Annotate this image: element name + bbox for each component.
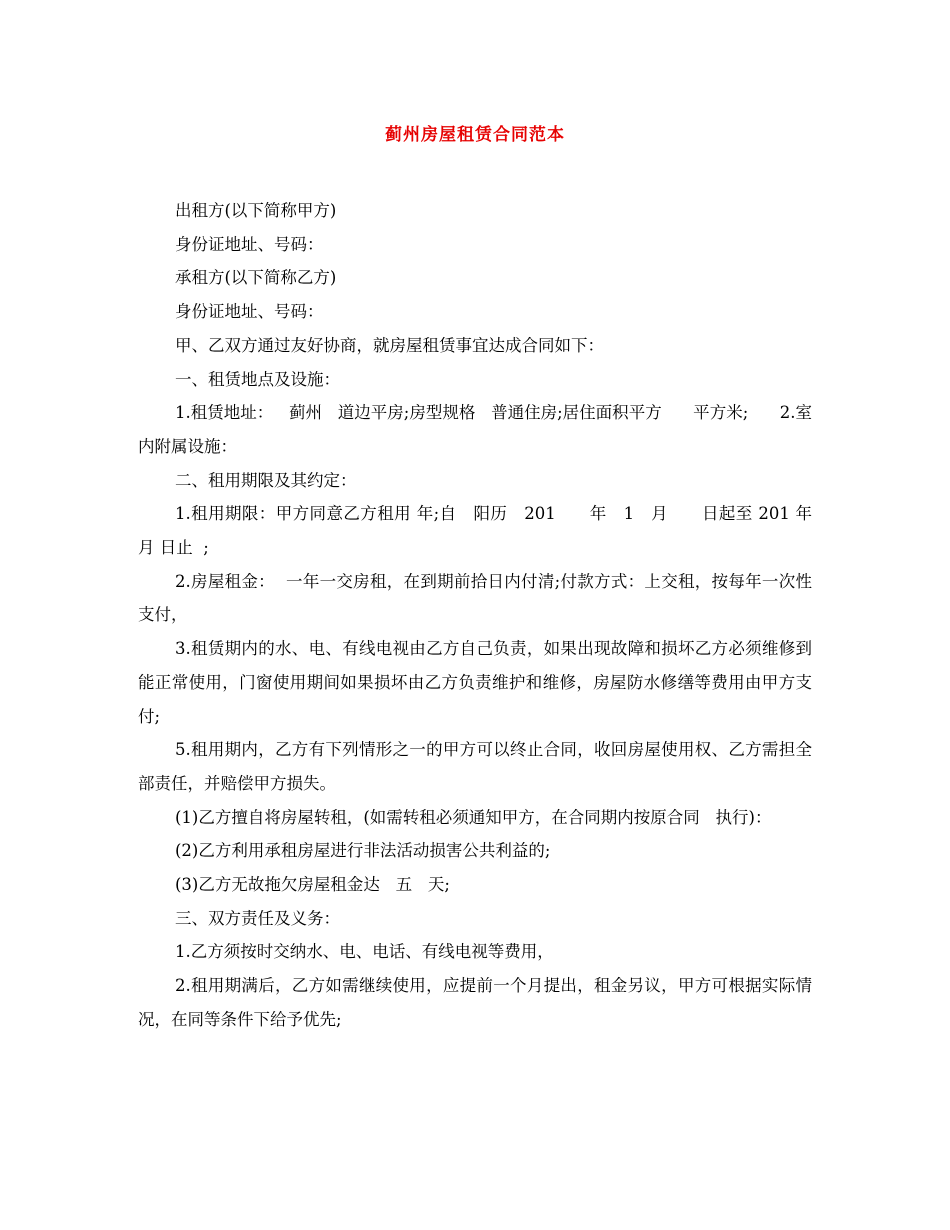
- paragraph-clause-1: (1)乙方擅自将房屋转租，(如需转租必须通知甲方，在合同期内按原合同 执行)：: [175, 807, 772, 827]
- section-heading-term: 二、租用期限及其约定：: [175, 470, 357, 490]
- paragraph-utilities: 3.租赁期内的水、电、有线电视由乙方自己负责，如果出现故障和损坏乙方必须维修到能正常使用，门窗使用期间如果损坏由乙方负责维护和维修，房屋防水修缮等费用由甲方支付;: [138, 639, 812, 726]
- paragraph-agreement-intro: 甲、乙双方通过友好协商，就房屋租赁事宜达成合同如下：: [175, 335, 604, 355]
- paragraph-duty-1: 1.乙方须按时交纳水、电、电话、有线电视等费用，: [175, 942, 554, 962]
- paragraph-rental-address: 1.租赁地址： 蓟州 道边平房;房型规格 普通住房;居住面积平方 平方米; 2.室内附属设施：: [138, 403, 812, 456]
- paragraph-lessor: 出租方(以下简称甲方): [175, 201, 337, 220]
- paragraph-lessor-id: 身份证地址、号码：: [175, 234, 324, 254]
- document-title: 蓟州房屋租赁合同范本: [385, 125, 565, 145]
- document-body: [138, 194, 818, 1037]
- paragraph-termination: 5.租用期内，乙方有下列情形之一的甲方可以终止合同，收回房屋使用权、乙方需担全部责任，并赔偿甲方损失。: [138, 740, 812, 793]
- paragraph-duty-2: 2.租用期满后，乙方如需继续使用，应提前一个月提出，租金另议，甲方可根据实际情况，在同等条件下给予优先;: [138, 976, 812, 1029]
- paragraph-rental-period: 1.租用期限：甲方同意乙方租用 年;自 阳历 201 年 1 月 日起至 201 年 月 日止 ;: [138, 504, 818, 558]
- paragraph-clause-3: (3)乙方无故拖欠房屋租金达 五 天;: [175, 875, 450, 895]
- section-heading-duties: 三、双方责任及义务：: [175, 908, 340, 928]
- paragraph-rent: 2.房屋租金： 一年一交房租，在到期前拾日内付清;付款方式：上交租，按每年一次性支付，: [138, 571, 812, 625]
- paragraph-clause-2: (2)乙方利用承租房屋进行非法活动损害公共利益的;: [175, 841, 551, 861]
- paragraph-lessee: 承租方(以下简称乙方): [175, 268, 337, 288]
- paragraph-lessee-id: 身份证地址、号码：: [175, 302, 324, 322]
- section-heading-location: 一、租赁地点及设施：: [175, 369, 340, 389]
